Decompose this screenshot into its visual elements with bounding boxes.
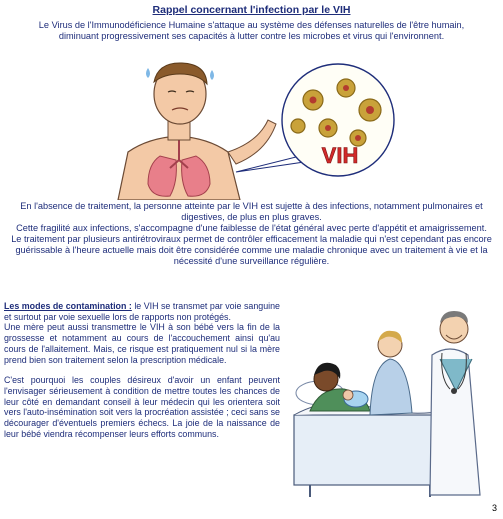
birth-scene-illustration xyxy=(290,295,495,500)
mid-paragraph: Cette fragilité aux infections, s'accompagne d'une faiblesse de l'état général avec perte d'appétit et amaigrissement. xyxy=(16,223,487,233)
page-title: Rappel concernant l'infection par le VIH xyxy=(152,4,351,16)
section-p1-text: le VIH se transmet par voie sanguine et surtout par voie sexuelle lors de rapports non protégés. xyxy=(4,301,280,322)
mid-paragraph: En l'absence de traitement, la personne atteinte par le VIH est sujette à des infections, notamment pulmonaires et digestives, de plus en plus graves. xyxy=(20,201,483,222)
section-paragraph-3: C'est pourquoi les couples désireux d'avoir un enfant peuvent l'envisager sérieusement à condition de mettre toutes les chances de leur côté en demandant conseil à leur médecin qui les orientera soit vers l'auto-insémination soit vers la procréation assistée ; ceci sans se décourager d'éventuels premiers échecs. La joie de la naissance de leur bébé viendra récompenser leurs efforts communs. xyxy=(4,375,280,439)
mid-paragraph: Le traitement par plusieurs antirétroviraux permet de contrôler efficacement la maladie qui n'est cependant pas encore guérissable à l'heure actuelle mais doit être considérée comme une maladie chronique avec un traitement à vie et la nécessité d'une surveillance régulière. xyxy=(11,234,492,266)
sick-man-virus-illustration xyxy=(108,60,398,200)
section-paragraph-1 xyxy=(4,301,280,322)
contamination-section xyxy=(4,301,280,439)
intro-paragraph: Le Virus de l'Immunodéficience Humaine s'attaque au système des défenses naturelles de l'être humain, diminuant progressivement ses capacités à lutter contre les microbes et virus qui l'environnent. xyxy=(38,20,465,41)
vih-label: VIH xyxy=(321,143,359,168)
section-paragraph-2: Une mère peut aussi transmettre le VIH à son bébé vers la fin de la grossesse et notamment au cours de l'accouchement ainsi qu'au cours de l'allaitement. Mais, ce risque est pratiquement nul si la mère prend bien son traitement selon la prescription médicale. xyxy=(4,322,280,365)
section-heading: Les modes de contamination : xyxy=(4,301,132,311)
page-number: 3 xyxy=(491,503,497,513)
consequences-block xyxy=(4,201,499,267)
